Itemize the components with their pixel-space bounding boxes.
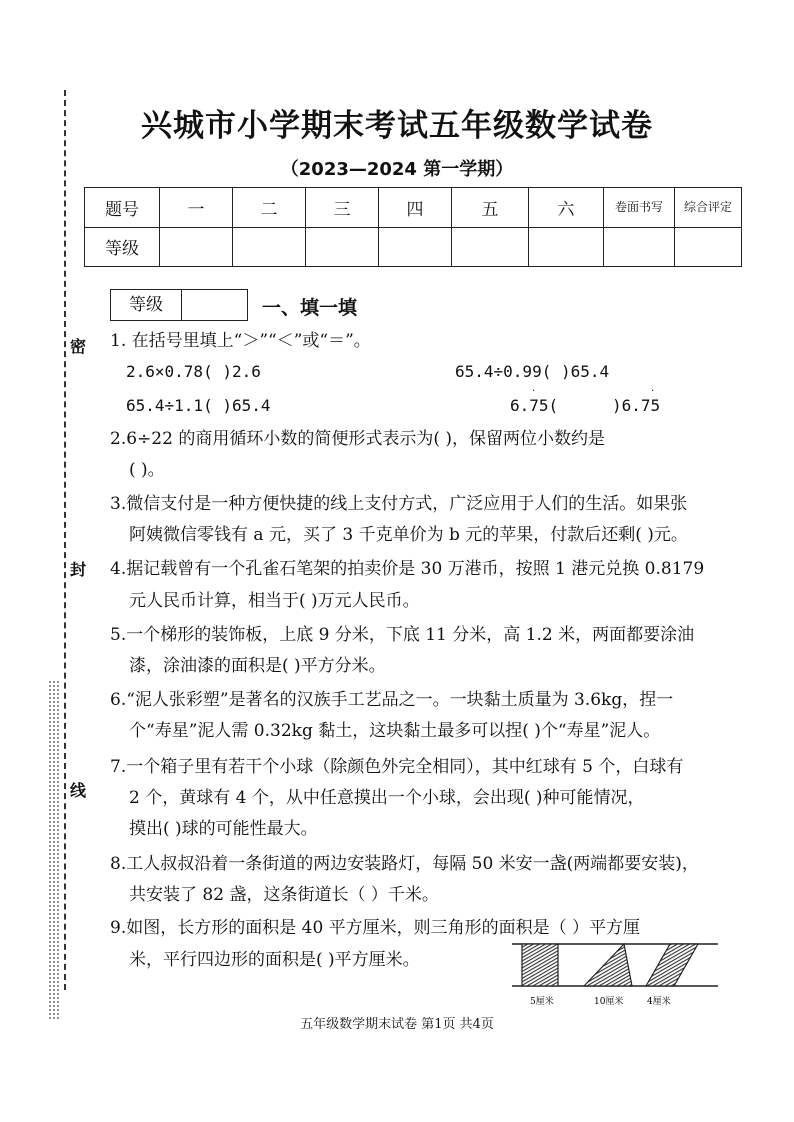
question-9-line-1: 9.如图，长方形的面积是 40 平方厘米，则三角形的面积是（ ）平方厘 <box>110 918 641 938</box>
binding-mark-mi: 密 <box>70 337 87 356</box>
score-table <box>84 187 742 267</box>
q1-item-c: 65.4÷1.1( )65.4 <box>126 396 271 415</box>
parallelogram-shape <box>646 944 698 986</box>
score-header-cell: 四 <box>379 188 452 228</box>
score-input-cell[interactable] <box>675 227 742 267</box>
score-header-cell: 综合评定 <box>675 188 742 228</box>
score-header-cell: 卷面书写 <box>604 188 675 228</box>
question-4-line-2: 元人民币计算，相当于( )万元人民币。 <box>129 591 420 611</box>
score-grade-row <box>85 227 742 267</box>
question-3-line-1: 3.微信支付是一种方便快捷的线上支付方式，广泛应用于人们的生活。如果张 <box>110 494 688 514</box>
repeat-dot-icon: · <box>532 386 536 397</box>
score-input-cell[interactable] <box>452 227 529 267</box>
question-5-line-2: 漆，涂油漆的面积是( )平方分米。 <box>129 656 386 676</box>
question-1: 1. 在括号里填上“＞”“＜”或“＝”。 <box>110 331 371 351</box>
question-2-line-2: ( )。 <box>129 460 165 480</box>
page-footer: 五年级数学期末试卷 第1页 共4页 <box>300 1017 494 1032</box>
question-6-line-2: 个“寿星”泥人需 0.32kg 黏土，这块黏土最多可以捏( )个“寿星”泥人。 <box>129 721 661 741</box>
score-input-cell[interactable] <box>529 227 604 267</box>
question-7-line-3: 摸出( )球的可能性最大。 <box>129 819 318 839</box>
question-7-line-1: 7.一个箱子里有若干个小球（除颜色外完全相同），其中红球有 5 个，白球有 <box>110 757 684 777</box>
q1-item-d-right: )6.75 <box>612 396 661 415</box>
question-2-line-1: 2.6÷22 的商用循环小数的简便形式表示为( )，保留两位小数约是 <box>110 429 605 449</box>
figure-label-rectangle: 5厘米 <box>530 997 554 1007</box>
shapes-figure <box>512 942 718 1012</box>
score-header-cell: 二 <box>233 188 306 228</box>
section-title: 一、填一填 <box>262 297 358 319</box>
q1-item-b: 65.4÷0.99( )65.4 <box>455 362 610 381</box>
question-3-line-2: 阿姨微信零钱有 a 元，买了 3 千克单价为 b 元的苹果，付款后还剩( )元。 <box>129 525 688 545</box>
binding-mark-feng: 封 <box>70 560 87 579</box>
binding-line <box>64 90 66 990</box>
section-grade-box <box>110 289 248 321</box>
rectangle-shape <box>522 944 558 986</box>
score-header-cell: 六 <box>529 188 604 228</box>
question-8-line-1: 8.工人叔叔沿着一条街道的两边安装路灯，每隔 50 米安一盏(两端都要安装)， <box>110 854 699 874</box>
q1-item-d-left: 6.75( <box>510 396 559 415</box>
score-input-cell[interactable] <box>160 227 233 267</box>
score-input-cell[interactable] <box>233 227 306 267</box>
question-6-line-1: 6.“泥人张彩塑”是著名的汉族手工艺品之一。一块黏土质量为 3.6kg，捏一 <box>110 690 674 710</box>
question-5-line-1: 5.一个梯形的装饰板，上底 9 分米，下底 11 分米，高 1.2 米，两面都要涂油 <box>110 625 695 645</box>
page-subtitle: （2023—2024 第一学期） <box>280 159 514 180</box>
triangle-shape <box>584 944 632 986</box>
score-header-cell: 五 <box>452 188 529 228</box>
score-header-row <box>85 188 742 228</box>
section-grade-label: 等级 <box>111 290 182 320</box>
q1-item-a: 2.6×0.78( )2.6 <box>126 362 261 381</box>
margin-texture <box>48 680 60 1020</box>
score-row-label: 等级 <box>85 227 160 267</box>
score-input-cell[interactable] <box>306 227 379 267</box>
figure-label-triangle: 10厘米 <box>594 997 624 1007</box>
score-header-cell: 一 <box>160 188 233 228</box>
binding-mark-xian: 线 <box>70 781 87 800</box>
score-input-cell[interactable] <box>379 227 452 267</box>
score-header-cell: 题号 <box>85 188 160 228</box>
question-8-line-2: 共安装了 82 盏，这条街道长（ ）千米。 <box>129 885 439 905</box>
figure-label-parallelogram: 4厘米 <box>647 997 671 1007</box>
question-7-line-2: 2 个，黄球有 4 个，从中任意摸出一个小球，会出现( )种可能情况， <box>129 788 645 808</box>
question-9-line-2: 米，平行四边形的面积是( )平方厘米。 <box>129 950 420 970</box>
page-title: 兴城市小学期末考试五年级数学试卷 <box>141 108 653 144</box>
score-header-cell: 三 <box>306 188 379 228</box>
score-input-cell[interactable] <box>604 227 675 267</box>
repeat-dot-icon: · <box>651 386 655 397</box>
question-4-line-1: 4.据记载曾有一个孔雀石笔架的拍卖价是 30 万港币，按照 1 港元兑换 0.8179 <box>110 559 705 579</box>
